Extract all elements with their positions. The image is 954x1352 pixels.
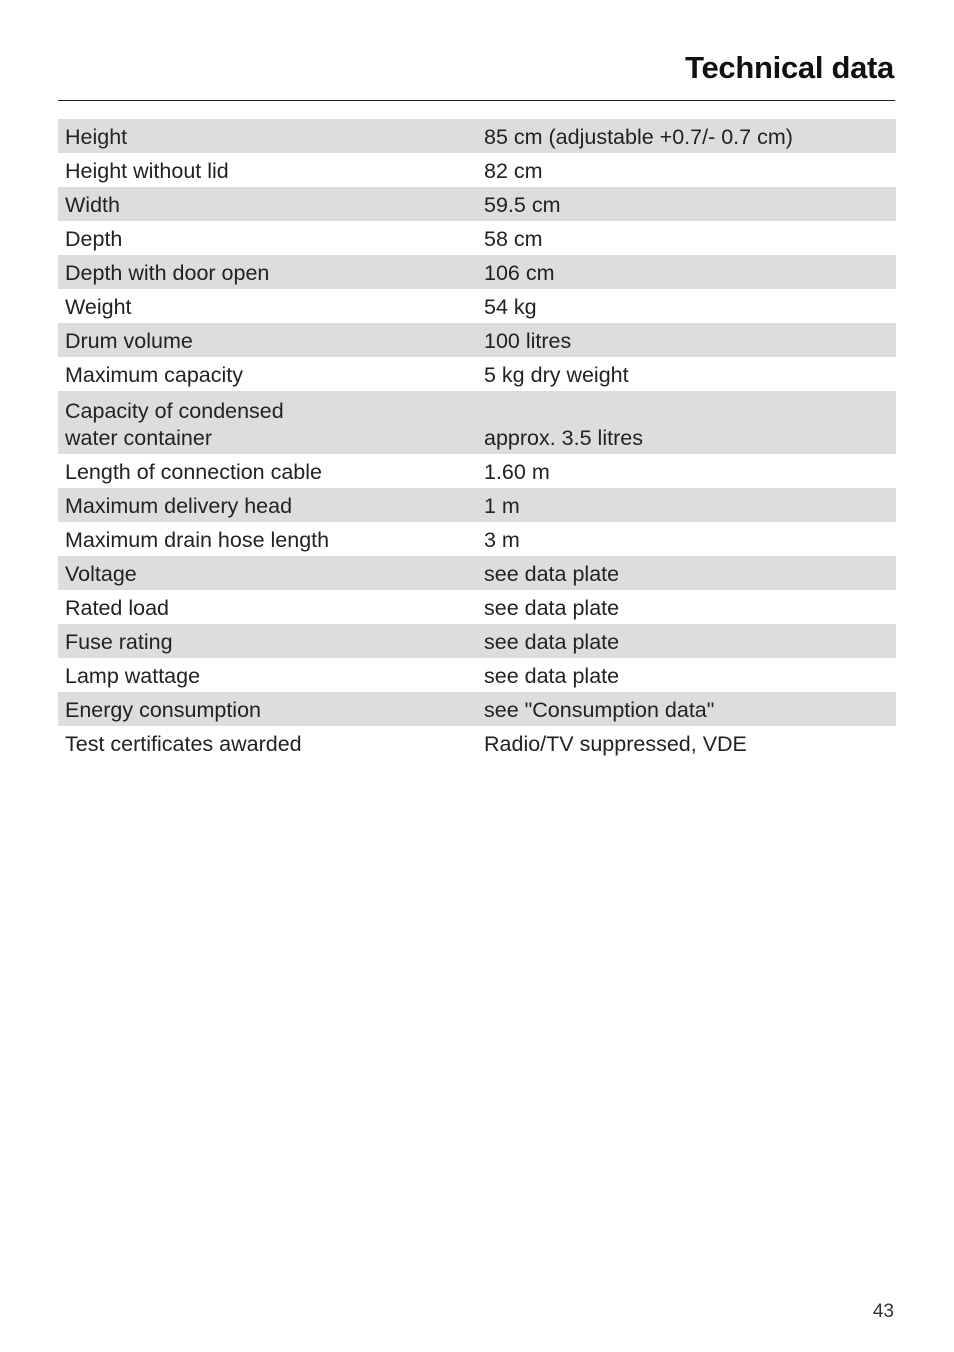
row-label: Voltage	[65, 562, 137, 587]
row-label: Width	[65, 193, 120, 218]
table-row-fuse-rating	[58, 624, 896, 658]
row-label: Maximum capacity	[65, 363, 244, 388]
row-value: see data plate	[484, 596, 620, 621]
table-row-connection-cable	[58, 454, 896, 488]
table-row-rated-load	[58, 590, 896, 624]
row-label: Height without lid	[65, 159, 229, 184]
table-row-depth-door-open	[58, 255, 896, 289]
row-value: 1 m	[484, 494, 520, 519]
row-label: Depth with door open	[65, 261, 270, 286]
row-value: 106 cm	[484, 261, 555, 286]
table-row-delivery-head	[58, 488, 896, 522]
row-value: 100 litres	[484, 329, 572, 354]
row-value: 59.5 cm	[484, 193, 561, 218]
row-value: 58 cm	[484, 227, 543, 252]
table-row-voltage	[58, 556, 896, 590]
row-label: Weight	[65, 295, 132, 320]
table-row-drain-hose-length	[58, 522, 896, 556]
table-row-height	[58, 119, 896, 153]
row-value: see data plate	[484, 664, 620, 689]
row-value: 54 kg	[484, 295, 537, 320]
table-row-test-certificates	[58, 726, 896, 760]
table-row-condensed-water-container	[58, 391, 896, 454]
row-value: see data plate	[484, 630, 620, 655]
table-row-weight	[58, 289, 896, 323]
row-label: Test certificates awarded	[65, 732, 302, 757]
row-value: 85 cm (adjustable +0.7/- 0.7 cm)	[484, 125, 793, 150]
row-label: Capacity of condensed water container	[65, 399, 284, 451]
table-row-width	[58, 187, 896, 221]
row-value: 5 kg dry weight	[484, 363, 629, 388]
row-label: Drum volume	[65, 329, 193, 354]
row-value: 1.60 m	[484, 460, 550, 485]
row-value: approx. 3.5 litres	[484, 426, 643, 451]
row-label: Energy consumption	[65, 698, 261, 723]
table-row-maximum-capacity	[58, 357, 896, 391]
row-value: see "Consumption data"	[484, 698, 715, 723]
row-label: Depth	[65, 227, 123, 252]
row-label: Height	[65, 125, 128, 150]
table-row-energy-consumption	[58, 692, 896, 726]
row-label: Rated load	[65, 596, 169, 621]
page-number: 43	[872, 1301, 894, 1322]
row-value: see data plate	[484, 562, 620, 587]
technical-data-table	[58, 119, 896, 760]
table-row-depth	[58, 221, 896, 255]
title-divider	[58, 100, 895, 101]
row-label: Maximum drain hose length	[65, 528, 330, 553]
row-value: Radio/TV suppressed, VDE	[484, 732, 747, 757]
row-label: Length of connection cable	[65, 460, 323, 485]
row-label: Lamp wattage	[65, 664, 201, 689]
table-row-lamp-wattage	[58, 658, 896, 692]
row-label: Maximum delivery head	[65, 494, 293, 519]
row-value: 3 m	[484, 528, 520, 553]
page-title: Technical data	[685, 50, 894, 85]
row-label: Fuse rating	[65, 630, 173, 655]
table-row-height-without-lid	[58, 153, 896, 187]
table-row-drum-volume	[58, 323, 896, 357]
row-value: 82 cm	[484, 159, 543, 184]
